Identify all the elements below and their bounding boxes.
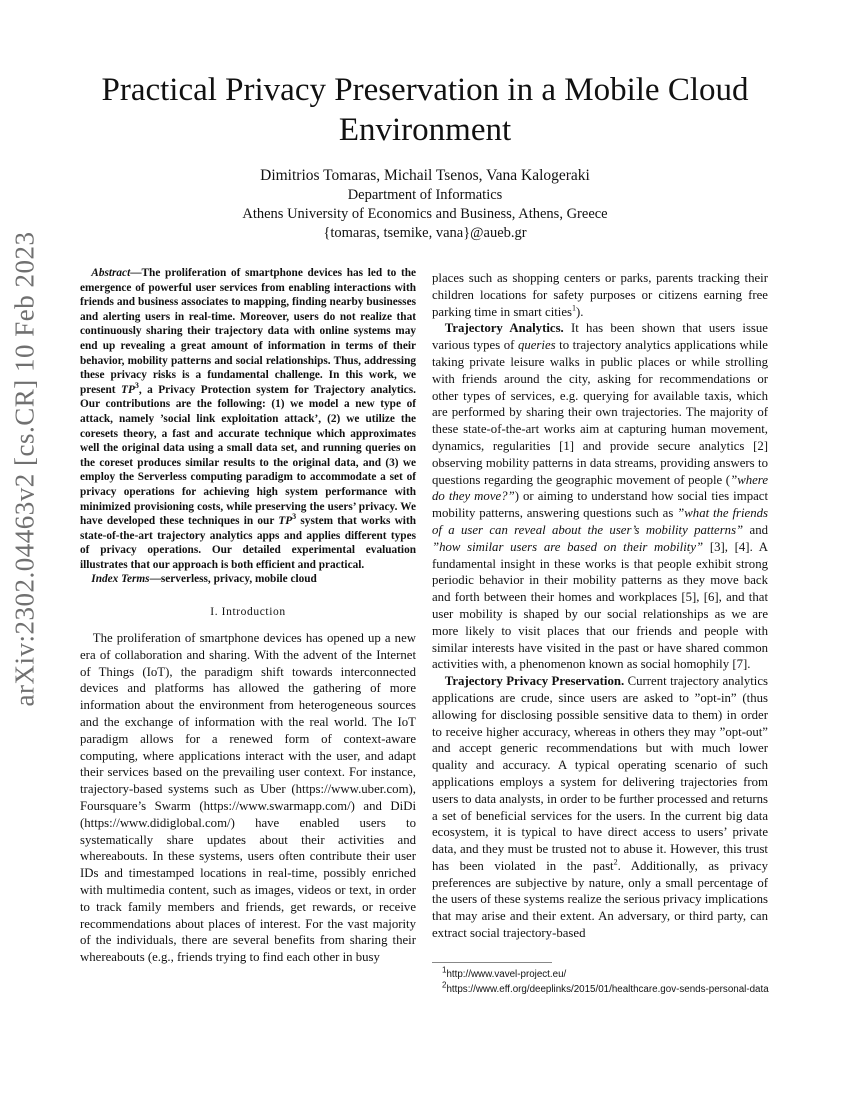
abstract-label: Abstract bbox=[91, 267, 131, 279]
intro-paragraph-continued bbox=[432, 270, 768, 320]
author-emails: {tomaras, tsemike, vana}@aueb.gr bbox=[323, 225, 527, 241]
section-heading-introduction: I. Introduction bbox=[210, 606, 286, 619]
trajectory-analytics-paragraph bbox=[432, 320, 768, 673]
index-terms bbox=[80, 572, 416, 587]
tp-text-2: . Additionally, as privacy preferences are subjective by nature, only a small percentage of the users of these systems realize the serious privacy implications that may arise and their extent. An adversary, or third party, can extract social trajectory-based bbox=[432, 858, 768, 941]
index-terms-text: serverless, privacy, mobile cloud bbox=[160, 573, 317, 586]
footnote-1-number: 1 bbox=[442, 965, 447, 975]
system-name-tp-2: TP bbox=[278, 515, 293, 528]
trajectory-privacy-paragraph bbox=[432, 673, 768, 942]
footnote-2-link[interactable]: https://www.eff.org/deeplinks/2015/01/healthcare.gov-sends-personal-data bbox=[446, 984, 769, 995]
author-names: Dimitrios Tomaras, Michail Tsenos, Vana Kalogeraki bbox=[260, 167, 590, 184]
intro-paragraph: The proliferation of smartphone devices has opened up a new era of collaboration and sharing. With the advent of the Internet of Things (IoT), the paradigm shift towards interconnected devices and platforms has allowed the gathering of more information about the environment from heterogeneous sources and the exchange of information with the real world. The IoT paradigm allows for a renewed form of context-aware computing, where applications interact with the user, and adapt their services based on the prevailing user context. For instance, trajectory-based systems such as Uber (https://www.uber.com), Foursquare’s Swarm (https://www.swarmapp.com/) and DiDi (https://www.didiglobal.com/) have enabled users to systematically share updates about their activities and whereabouts. In these systems, users often contribute their user IDs and timestamped locations in real-time, possibly enriched with multimedia content, such as images, videos or text, in order to track family members and friends, get rewards, or receive recommendations about places of interest. For the vast majority of the individuals, there are several benefits from sharing their whereabouts (e.g., friends trying to find each other in busy bbox=[80, 631, 416, 965]
ta-quote-1: ”where do they move?” bbox=[432, 472, 768, 504]
abstract-text-1: The proliferation of smartphone devices has led to the emergence of powerful user services from enabling interactions with friends and business associates to mapping, finding nearby businesses and alerting users in real-time. Moreover, users do not realize that continuously sharing their trajectory data with online systems may end up revealing a great amount of information in terms of their behavior, mobility patterns and social relationships. Thus, addressing these privacy risks is a fundamental challenge. In this work, we present bbox=[80, 267, 416, 396]
footnote-1 bbox=[442, 965, 792, 981]
arxiv-stamp-text: arXiv:2302.04463v2 [cs.CR] 10 Feb 2023 bbox=[9, 231, 40, 707]
ta-text-2: to trajectory analytics applications while taking private leisure walks in public places or while strolling with friends around the city, asking for recommendations or other types of services, e.g. querying for available taxis, which are performed by sharing their own trajectories. The majority of these state-of-the-art works aim at capturing human movement, dynamics, regularities [1] and provide secure analytics [2] observing mobility patterns in data streams, providing answers to questions regarding the geographic movement of people ( bbox=[432, 338, 768, 487]
intro-cont-end: ). bbox=[576, 304, 584, 319]
trajectory-privacy-title: Trajectory Privacy Preservation. bbox=[444, 674, 625, 689]
arxiv-stamp bbox=[0, 231, 50, 707]
intro-cont-text: places such as shopping centers or parks, parents tracking their children locations for safety purposes or citizens earning free parking time in smart cities bbox=[432, 271, 768, 319]
footnote-2-number: 2 bbox=[442, 980, 447, 990]
system-name-sup-2: 3 bbox=[292, 512, 297, 522]
author-block bbox=[150, 166, 700, 243]
system-name-sup: 3 bbox=[134, 380, 139, 390]
index-terms-dash: — bbox=[149, 573, 161, 586]
footnote-ref-1: 1 bbox=[572, 303, 577, 313]
paper-title bbox=[60, 70, 790, 150]
abstract-text-3: system that works with state-of-the-art trajectory analytics apps and applies different types of privacy operations. Our detailed experimental evaluation illustrates that our approach is both efficient and practical. bbox=[80, 515, 416, 571]
title-line-2: Environment bbox=[338, 112, 512, 148]
footnote-ref-2: 2 bbox=[613, 857, 618, 867]
ta-quote-2: ”what the friends of a user can reveal about the user’s mobility patterns” bbox=[432, 506, 768, 537]
ta-text-5: [3], [4]. A fundamental insight in these works is that people exhibit strong periodic behavior in their mobility patterns as they move back and forth between their homes and workplaces [5], [6], and that user mobility is shaped by our social relationships as we are more likely to visit places that our friends and people with similar interests have visited in the past or have shared common activities with, a phenomenon known as social homophily [7]. bbox=[432, 539, 769, 672]
abstract-text-2: , a Privacy Protection system for Trajectory analytics. Our contributions are the following: (1) we model a new type of attack, namely ’social link exploitation attack’, (2) we utilize the coresets theory, a fast and accurate technique which approximates well the original data using a small data set, and running queries on the coreset produces similar results to the original data, and (3) we employ the Serverless computing paradigm to accommodate a set of privacy operations for achieving high system performance with minimized provisioning costs, while preserving the users’ privacy. We have developed these techniques in our bbox=[80, 383, 417, 528]
tp-text-1: Current trajectory analytics applications are crude, since users are asked to ”opt-in” (thus allowing for disclosing possible sensitive data to them) in order to receive higher accuracy, whereas in others they may ”opt-out” and accept generic recommendations but with much lower quality and accuracy. A typical operating scenario of such applications employs a system for delivering trajectories from users to data analysts, in order to be further processed and returns a set of beneficial services for the users. In the current big data ecosystem, it is typical to have direct access to users’ private data, and they must be trusted not to abuse it. However, this trust has been violated in the past bbox=[432, 674, 768, 873]
ta-quote-3: ”how similar users are based on their mobility” bbox=[432, 539, 704, 554]
university: Athens University of Economics and Business, Athens, Greece bbox=[242, 206, 608, 222]
ta-text-4: and bbox=[743, 522, 768, 537]
ta-queries: queries bbox=[517, 338, 556, 353]
title-line-1: Practical Privacy Preservation in a Mobile Cloud bbox=[101, 72, 749, 108]
trajectory-analytics-title: Trajectory Analytics. bbox=[444, 321, 564, 336]
footnotes bbox=[432, 962, 792, 998]
ta-text-1: It has been shown that users issue various types of bbox=[432, 321, 768, 353]
department: Department of Informatics bbox=[347, 187, 503, 203]
right-column bbox=[432, 270, 768, 942]
left-column bbox=[80, 266, 416, 966]
footnote-rule bbox=[432, 962, 552, 963]
abstract bbox=[80, 266, 416, 572]
footnote-1-link[interactable]: http://www.vavel-project.eu/ bbox=[446, 969, 567, 980]
ta-text-3: ) or aiming to understand how social ties impact mobility patterns, answering questions such as bbox=[432, 489, 769, 521]
system-name-tp: TP bbox=[121, 383, 135, 396]
footnote-2 bbox=[442, 980, 792, 996]
abstract-dash: — bbox=[130, 267, 142, 279]
index-terms-label: Index Terms bbox=[91, 573, 150, 586]
